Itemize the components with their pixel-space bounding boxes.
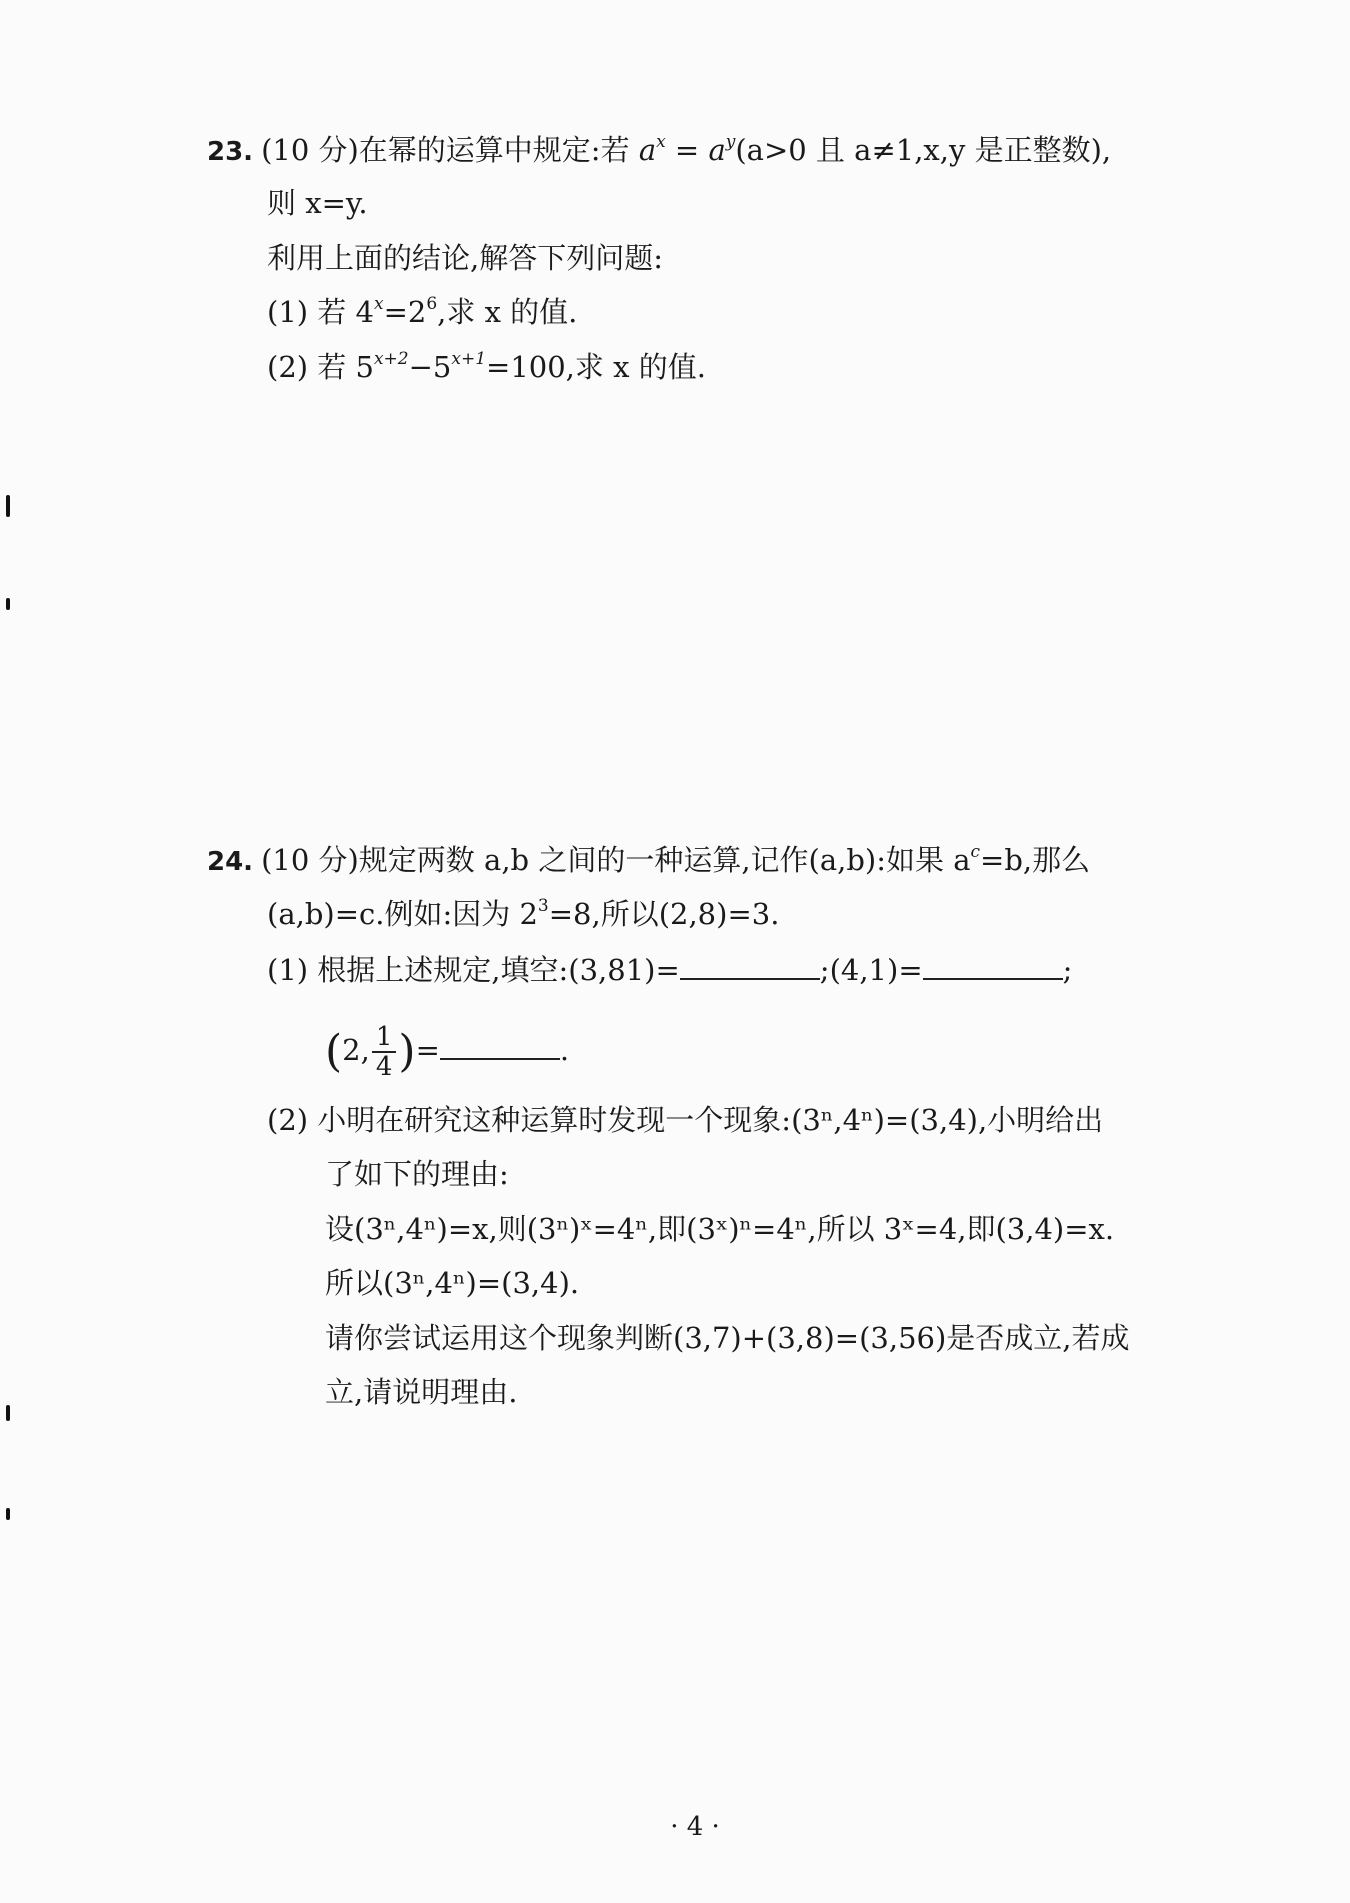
q24-part2-line4: 所以(3ⁿ,4ⁿ)=(3,4). bbox=[325, 1266, 580, 1300]
q23-line2: 则 x=y. bbox=[267, 186, 368, 220]
fraction: $\frac{1}{4}$ bbox=[372, 1023, 397, 1081]
q24-line2: (a,b)=c.例如:因为 $2^3=8$,所以(2,8)=3. bbox=[267, 896, 780, 931]
q24-part2-line1: (2) 小明在研究这种运算时发现一个现象:(3ⁿ,4ⁿ)=(3,4),小明给出 bbox=[267, 1103, 1104, 1137]
binding-mark bbox=[6, 598, 10, 610]
answer-blank[interactable] bbox=[923, 952, 1063, 980]
q23-line3: 利用上面的结论,解答下列问题: bbox=[267, 241, 663, 275]
page-number: · 4 · bbox=[670, 1812, 720, 1842]
q24-line1: 24. (10 分)规定两数 a,b 之间的一种运算,记作(a,b):如果 $a^c=b$,那么 bbox=[207, 842, 1091, 877]
q24-part2-line2: 了如下的理由: bbox=[325, 1157, 509, 1191]
binding-mark bbox=[6, 1508, 10, 1520]
q23-part2: (2) 若 $5^{x+2}-5^{x+1}=100$,求 x 的值. bbox=[267, 349, 706, 384]
binding-mark bbox=[6, 495, 10, 517]
answer-blank[interactable] bbox=[440, 1032, 560, 1060]
q23-part1: (1) 若 $4^x=2^6$,求 x 的值. bbox=[267, 294, 578, 329]
q24-part1-line2: (2, $\frac{1}{4}$ )= . bbox=[325, 1022, 570, 1082]
question-number: 23. bbox=[207, 137, 254, 167]
binding-mark bbox=[6, 1405, 10, 1421]
q24-part2-line5: 请你尝试运用这个现象判断(3,7)+(3,8)=(3,56)是否成立,若成 bbox=[325, 1321, 1130, 1355]
question-number: 24. bbox=[207, 847, 254, 877]
q23-line1: 23. (10 分)在幂的运算中规定:若 $a^x = a^y(a>0$ 且 a≠1,x,y 是正整数), bbox=[207, 132, 1112, 167]
q24-part2-line6: 立,请说明理由. bbox=[325, 1375, 518, 1409]
q24-part1: (1) 根据上述规定,填空:(3,81)= ;(4,1)= ; bbox=[267, 953, 1073, 987]
q24-part2-line3: 设(3ⁿ,4ⁿ)=x,则(3ⁿ)ˣ=4ⁿ,即(3ˣ)ⁿ=4ⁿ,所以 3ˣ=4,即(3,4)=x. bbox=[325, 1212, 1115, 1246]
answer-blank[interactable] bbox=[680, 952, 820, 980]
